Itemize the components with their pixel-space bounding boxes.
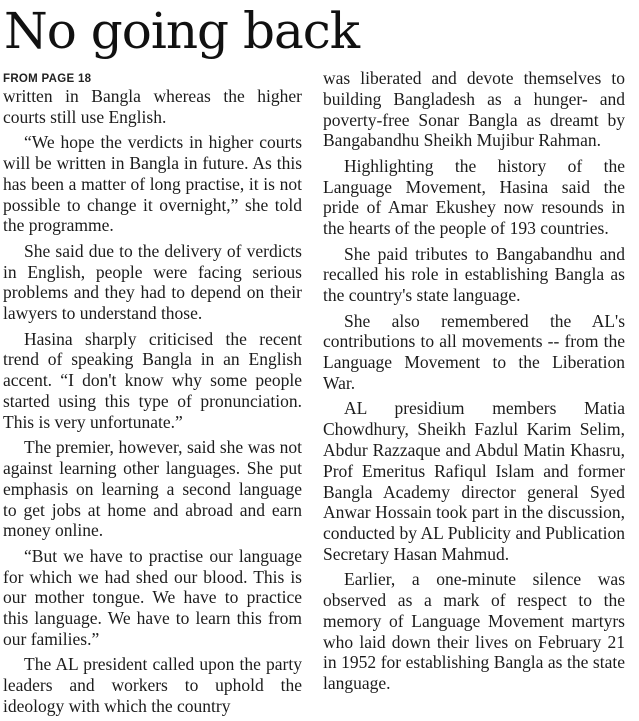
paragraph: She paid tributes to Bangabandhu and recalled his role in establishing Bangla as the country's state language. <box>323 243 625 306</box>
paragraph: “We hope the verdicts in higher courts will be written in Bangla in future. As this has been a matter of long practise, it is not possible to change it overnight,” she told the programme. <box>3 132 302 236</box>
headline: No going back <box>4 2 360 60</box>
paragraph: She also remembered the AL's contributions to all movements -- from the Language Movement to the Liberation War. <box>323 310 625 393</box>
right-column <box>323 68 625 699</box>
paragraph: Earlier, a one-minute silence was observed as a mark of respect to the memory of Language Movement martyrs who laid down their lives on February 21 in 1952 for establishing Bangla as the state language. <box>323 569 625 694</box>
paragraph: AL presidium members Matia Chowdhury, Sheikh Fazlul Karim Selim, Abdur Razzaque and Abdul Matin Khasru, Prof Emeritus Rafiqul Islam and former Bangla Academy director general Syed Anwar Hossain took part in the discussion, conducted by AL Publicity and Publication Secretary Hasan Mahmud. <box>323 398 625 564</box>
paragraph: The premier, however, said she was not against learning other languages. She put emphasis on learning a second language to get jobs at home and abroad and earn money online. <box>3 437 302 541</box>
paragraph: was liberated and devote themselves to building Bangladesh as a hunger- and poverty-free Sonar Bangla as dreamt by Bangabandhu Sheikh Mujibur Rahman. <box>323 68 625 151</box>
paragraph: She said due to the delivery of verdicts in English, people were facing serious problems and they had to depend on their lawyers to understand those. <box>3 240 302 324</box>
paragraph: written in Bangla whereas the higher courts still use English. <box>3 86 302 127</box>
paragraph: Highlighting the history of the Language Movement, Hasina said the pride of Amar Ekushey now resounds in the hearts of the people of 193 countries. <box>323 155 625 239</box>
jump-label: FROM PAGE 18 <box>3 73 92 85</box>
paragraph: The AL president called upon the party leaders and workers to uphold the ideology with which the country <box>3 654 302 716</box>
paragraph: “But we have to practise our language for which we had shed our blood. This is our mother tongue. We have to practice this language. We have to learn this from our families.” <box>3 545 302 649</box>
paragraph: Hasina sharply criticised the recent trend of speaking Bangla in an English accent. “I don't know why some people started using this type of pronunciation. This is very unfortunate.” <box>3 328 302 432</box>
left-column <box>3 70 302 721</box>
